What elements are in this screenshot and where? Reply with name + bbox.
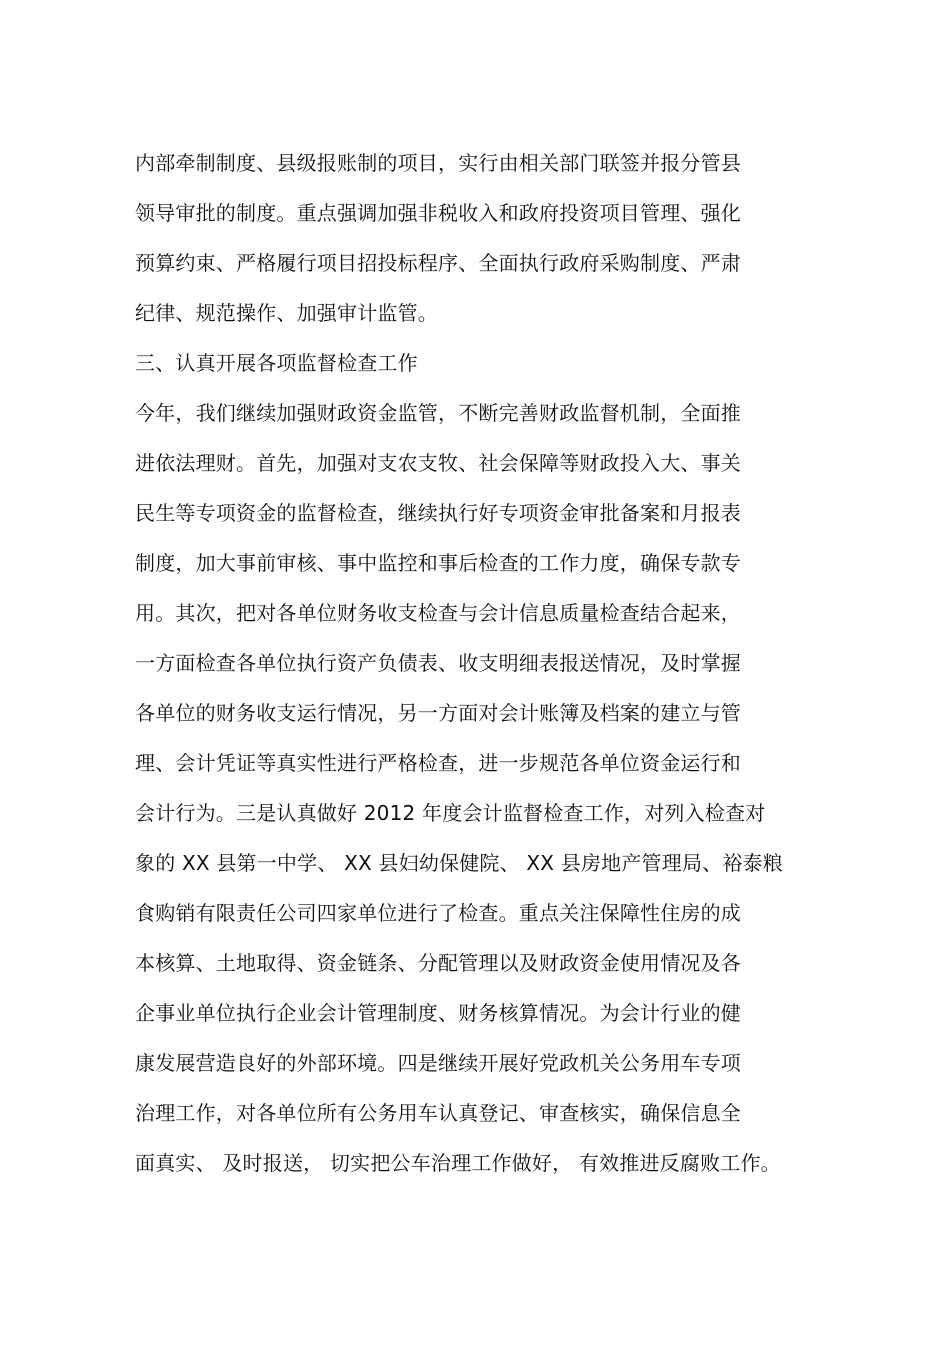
section-heading: 三、认真开展各项监督检查工作 [135,351,418,375]
text-line: 本核算、土地取得、资金链条、分配管理以及财政资金使用情况及各 [135,951,741,975]
text-line: 象的 XX 县第一中学、 XX 县妇幼保健院、 XX 县房地产管理局、裕泰粮 [135,851,783,875]
text-line: 预算约束、严格履行项目招投标程序、全面执行政府采购制度、严肃 [135,251,741,275]
text-line: 民生等专项资金的监督检查，继续执行好专项资金审批备案和月报表 [135,501,741,525]
text-line: 理、会计凭证等真实性进行严格检查，进一步规范各单位资金运行和 [135,751,741,775]
text-line: 今年，我们继续加强财政资金监管，不断完善财政监督机制，全面推 [135,401,741,425]
text-line: 制度，加大事前审核、事中监控和事后检查的工作力度，确保专款专 [135,551,741,575]
text-line: 食购销有限责任公司四家单位进行了检查。重点关注保障性住房的成 [135,901,741,925]
text-line: 纪律、规范操作、加强审计监管。 [135,301,438,325]
text-line: 会计行为。三是认真做好 2012 年度会计监督检查工作，对列入检查对 [135,801,766,825]
text-line: 进依法理财。首先，加强对支农支牧、社会保障等财政投入大、事关 [135,451,741,475]
text-line: 领导审批的制度。重点强调加强非税收入和政府投资项目管理、强化 [135,201,741,225]
text-line: 康发展营造良好的外部环境。四是继续开展好党政机关公务用车专项 [135,1051,741,1075]
text-line: 用。其次，把对各单位财务收支检查与会计信息质量检查结合起来， [135,601,741,625]
text-line: 企事业单位执行企业会计管理制度、财务核算情况。为会计行业的健 [135,1001,741,1025]
text-line: 各单位的财务收支运行情况，另一方面对会计账簿及档案的建立与管 [135,701,741,725]
text-line: 内部牵制制度、县级报账制的项目，实行由相关部门联签并报分管县 [135,151,741,175]
text-line: 治理工作，对各单位所有公务用车认真登记、审查核实，确保信息全 [135,1101,741,1125]
text-line: 一方面检查各单位执行资产负债表、收支明细表报送情况，及时掌握 [135,651,741,675]
text-line: 面真实、 及时报送， 切实把公车治理工作做好， 有效推进反腐败工作。 [135,1151,781,1175]
